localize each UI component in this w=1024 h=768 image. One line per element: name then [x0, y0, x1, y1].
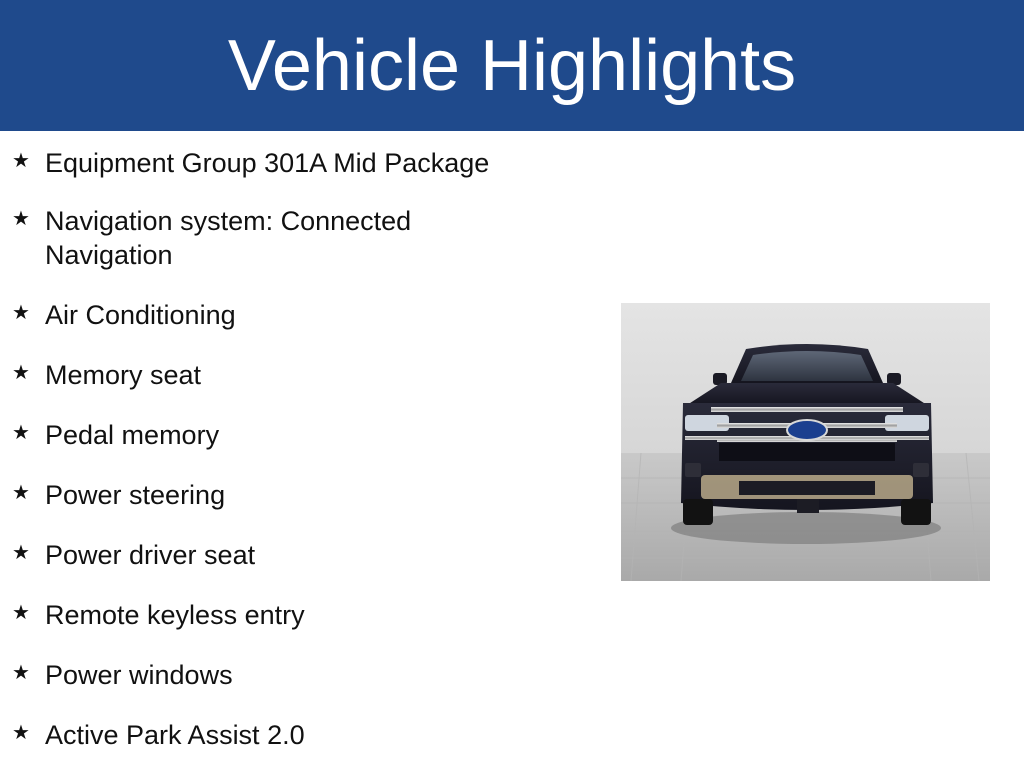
list-item: [12, 298, 572, 332]
list-item: [12, 598, 572, 632]
page-title: Vehicle Highlights: [227, 25, 797, 106]
highlight-text: Power driver seat: [45, 540, 256, 570]
star-icon: ★: [12, 302, 30, 324]
star-icon: ★: [12, 542, 30, 564]
list-item: [12, 658, 572, 692]
highlight-text: Power windows: [45, 660, 233, 690]
list-item: [12, 418, 572, 452]
list-item: [12, 538, 572, 572]
highlights-list: [12, 146, 572, 752]
list-item: [12, 358, 572, 392]
list-item: [12, 146, 572, 180]
star-icon: ★: [12, 662, 30, 684]
highlight-text: Remote keyless entry: [45, 600, 305, 630]
star-icon: ★: [12, 482, 30, 504]
highlight-text: Power steering: [45, 480, 226, 510]
header-banner: [0, 0, 1024, 131]
highlight-text: Air Conditioning: [45, 300, 236, 330]
highlight-text: Memory seat: [45, 360, 202, 390]
star-icon: ★: [12, 208, 30, 230]
star-icon: ★: [12, 362, 30, 384]
star-icon: ★: [12, 422, 30, 444]
star-icon: ★: [12, 722, 30, 744]
vehicle-photo: [621, 303, 990, 581]
highlight-text: Pedal memory: [45, 420, 220, 450]
star-icon: ★: [12, 150, 30, 172]
star-icon: ★: [12, 602, 30, 624]
highlight-text: Equipment Group 301A Mid Package: [45, 148, 490, 178]
list-item: [12, 478, 572, 512]
highlight-text: Navigation system: Connected Navigation: [45, 206, 412, 270]
list-item: [12, 204, 572, 272]
list-item: [12, 718, 572, 752]
highlight-text: Active Park Assist 2.0: [45, 720, 305, 750]
